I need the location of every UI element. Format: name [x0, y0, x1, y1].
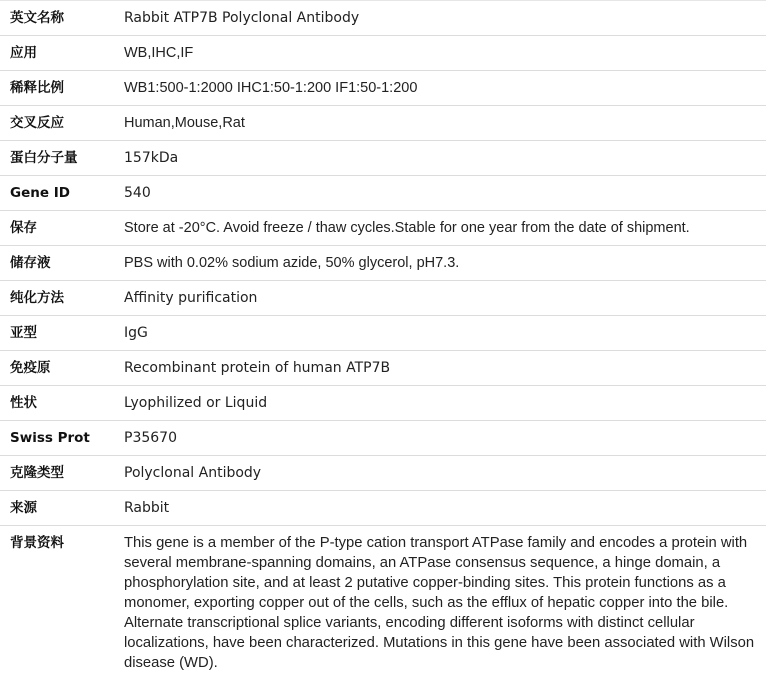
row-value: Lyophilized or Liquid — [124, 386, 766, 421]
row-purification — [0, 281, 766, 316]
row-value: IgG — [124, 316, 766, 351]
row-dilution — [0, 71, 766, 106]
row-value: Rabbit ATP7B Polyclonal Antibody — [124, 1, 766, 36]
row-value: This gene is a member of the P-type cation transport ATPase family and encodes a protein with several membrane-spanning domains, an ATPase consensus sequence, a hinge domain, a phosphorylation site, and at least 2 putative copper-binding sites. This protein functions as a monomer, exporting copper out of the cells, such as the efflux of hepatic copper into the bile. Alternate transcriptional splice variants, encoding different isoforms with distinct cellular localizations, have been characterized. Mutations in this gene have been associated with Wilson disease (WD). — [124, 526, 766, 679]
row-background — [0, 526, 766, 679]
row-value: 157kDa — [124, 141, 766, 176]
row-label: 亚型 — [0, 316, 124, 351]
row-label: 背景资料 — [0, 526, 124, 679]
row-swiss-prot — [0, 421, 766, 456]
row-label: 稀释比例 — [0, 71, 124, 106]
row-value: Human,Mouse,Rat — [124, 106, 766, 141]
row-label: 性状 — [0, 386, 124, 421]
row-value: Rabbit — [124, 491, 766, 526]
row-application — [0, 36, 766, 71]
row-value: 540 — [124, 176, 766, 211]
row-value: PBS with 0.02% sodium azide, 50% glycerol, pH7.3. — [124, 246, 766, 281]
row-label: 应用 — [0, 36, 124, 71]
row-label: 蛋白分子量 — [0, 141, 124, 176]
row-molecular-weight — [0, 141, 766, 176]
row-label: 英文名称 — [0, 1, 124, 36]
row-label: 来源 — [0, 491, 124, 526]
row-value: Affinity purification — [124, 281, 766, 316]
row-host — [0, 491, 766, 526]
row-value: Store at -20°C. Avoid freeze / thaw cycles.Stable for one year from the date of shipment. — [124, 211, 766, 246]
row-label: 交叉反应 — [0, 106, 124, 141]
row-clonality — [0, 456, 766, 491]
row-value: P35670 — [124, 421, 766, 456]
row-label: 纯化方法 — [0, 281, 124, 316]
row-value: Recombinant protein of human ATP7B — [124, 351, 766, 386]
row-label: Swiss Prot — [0, 421, 124, 456]
row-value: Polyclonal Antibody — [124, 456, 766, 491]
row-label: Gene ID — [0, 176, 124, 211]
row-reactivity — [0, 106, 766, 141]
row-form — [0, 386, 766, 421]
row-value: WB1:500-1:2000 IHC1:50-1:200 IF1:50-1:200 — [124, 71, 766, 106]
row-label: 保存 — [0, 211, 124, 246]
row-english-name — [0, 1, 766, 36]
row-buffer — [0, 246, 766, 281]
row-label: 储存液 — [0, 246, 124, 281]
row-value: WB,IHC,IF — [124, 36, 766, 71]
row-label: 克隆类型 — [0, 456, 124, 491]
row-label: 免疫原 — [0, 351, 124, 386]
row-immunogen — [0, 351, 766, 386]
row-storage — [0, 211, 766, 246]
row-isotype — [0, 316, 766, 351]
row-gene-id — [0, 176, 766, 211]
